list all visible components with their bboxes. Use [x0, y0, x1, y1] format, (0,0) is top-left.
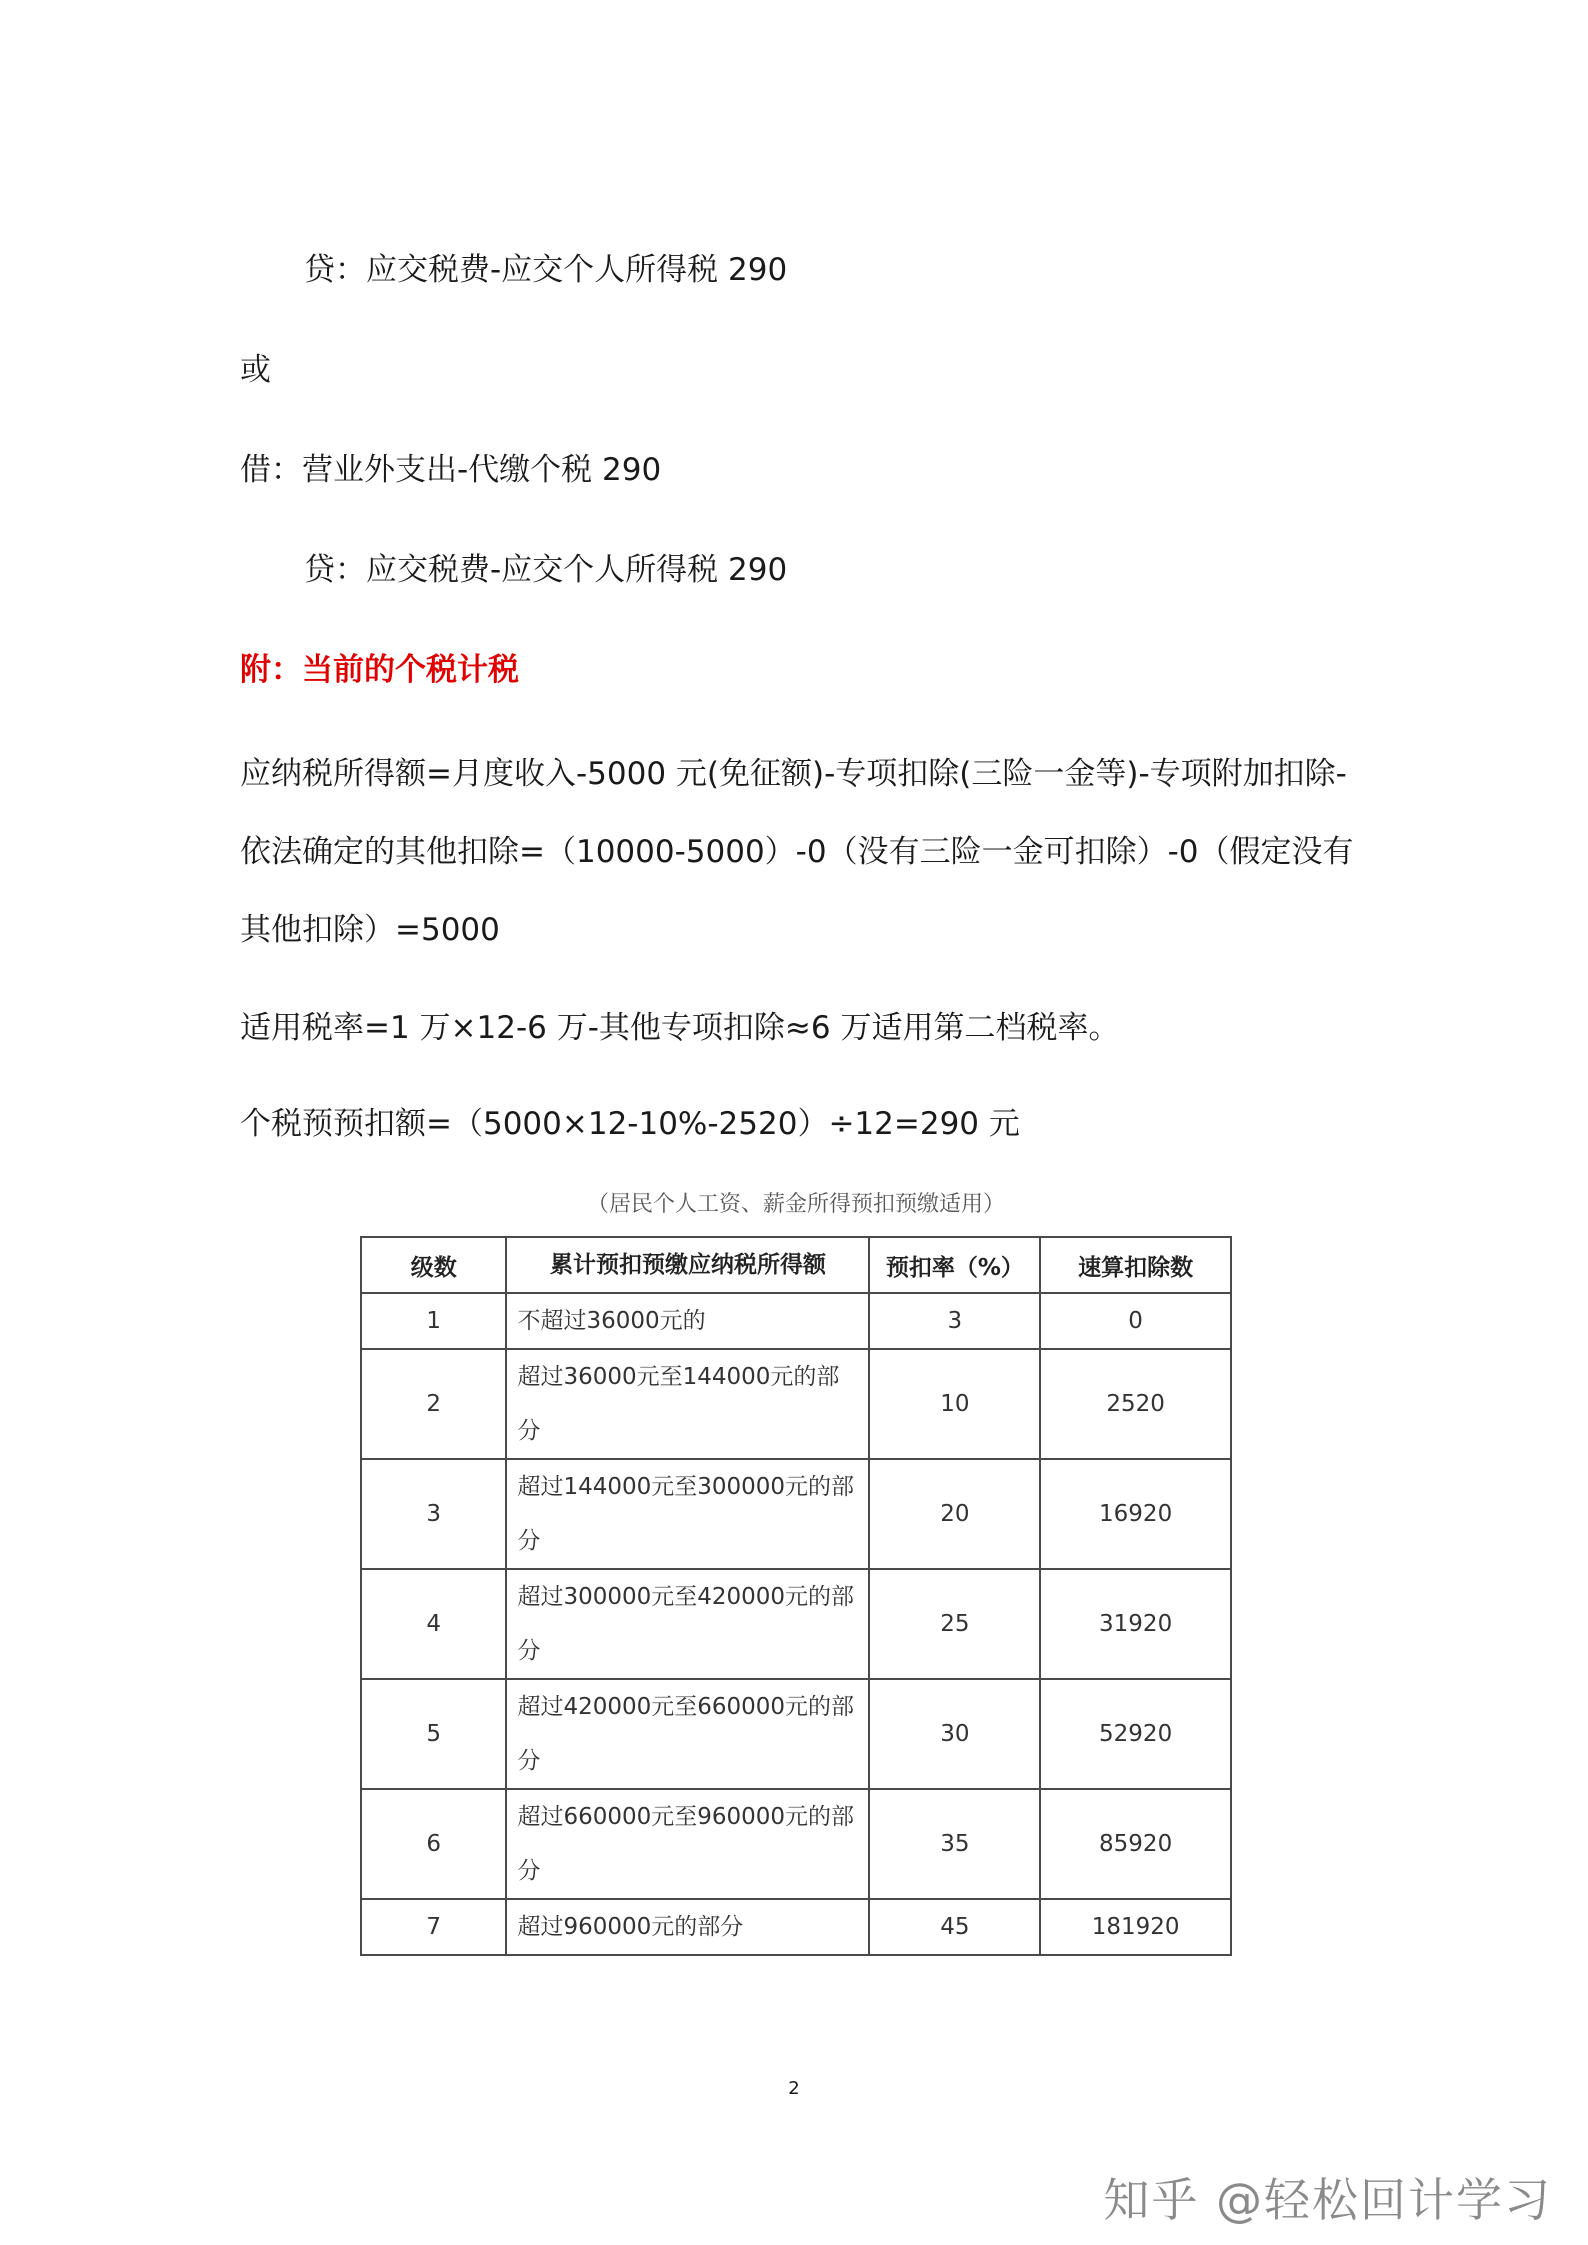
cell-level: 3	[361, 1459, 506, 1569]
header-level: 级数	[361, 1237, 506, 1293]
cell-income-range: 超过144000元至300000元的部分	[506, 1459, 869, 1569]
cell-rate: 30	[869, 1679, 1040, 1789]
cell-level: 6	[361, 1789, 506, 1899]
table-row	[361, 1679, 1231, 1789]
cell-rate: 20	[869, 1459, 1040, 1569]
cell-income-range: 超过300000元至420000元的部分	[506, 1569, 869, 1679]
table-row	[361, 1459, 1231, 1569]
credit-entry-2: 贷：应交税费-应交个人所得税 290	[304, 552, 788, 588]
header-quick-deduction: 速算扣除数	[1040, 1237, 1231, 1293]
cell-income-range: 超过420000元至660000元的部分	[506, 1679, 869, 1789]
taxable-income-formula: 应纳税所得额=月度收入-5000 元(免征额)-专项扣除(三险一金等)-专项附加扣除-依法确定的其他扣除=（10000-5000）-0（没有三险一金可扣除）-0（假定没有其他扣除）=5000	[240, 756, 1354, 948]
cell-quick-deduction: 52920	[1040, 1679, 1231, 1789]
tax-rate-table	[360, 1236, 1232, 1956]
cell-quick-deduction: 0	[1040, 1293, 1231, 1349]
cell-level: 7	[361, 1899, 506, 1955]
cell-income-range: 不超过36000元的	[506, 1293, 869, 1349]
header-income-range: 累计预扣预缴应纳税所得额	[506, 1237, 869, 1293]
or-text: 或	[240, 352, 271, 388]
credit-entry-1: 贷：应交税费-应交个人所得税 290	[304, 252, 788, 288]
table-row	[361, 1349, 1231, 1459]
cell-level: 1	[361, 1293, 506, 1349]
debit-entry-2: 借：营业外支出-代缴个税 290	[240, 452, 662, 488]
cell-rate: 10	[869, 1349, 1040, 1459]
section-heading: 附：当前的个税计税	[240, 652, 519, 688]
cell-rate: 3	[869, 1293, 1040, 1349]
cell-level: 5	[361, 1679, 506, 1789]
cell-quick-deduction: 16920	[1040, 1459, 1231, 1569]
table-row	[361, 1789, 1231, 1899]
header-rate: 预扣率（%）	[869, 1237, 1040, 1293]
watermark: 知乎 @轻松回计学习	[1103, 2173, 1552, 2227]
cell-level: 4	[361, 1569, 506, 1679]
cell-level: 2	[361, 1349, 506, 1459]
cell-rate: 35	[869, 1789, 1040, 1899]
cell-rate: 25	[869, 1569, 1040, 1679]
cell-income-range: 超过660000元至960000元的部分	[506, 1789, 869, 1899]
table-row	[361, 1293, 1231, 1349]
tax-rate-text: 适用税率=1 万×12-6 万-其他专项扣除≈6 万适用第二档税率。	[240, 1010, 1120, 1046]
cell-income-range: 超过960000元的部分	[506, 1899, 869, 1955]
cell-quick-deduction: 181920	[1040, 1899, 1231, 1955]
cell-income-range: 超过36000元至144000元的部分	[506, 1349, 869, 1459]
table-row	[361, 1899, 1231, 1955]
cell-quick-deduction: 31920	[1040, 1569, 1231, 1679]
table-header-row	[361, 1237, 1231, 1293]
table-caption: （居民个人工资、薪金所得预扣预缴适用）	[586, 1192, 1005, 1217]
prepayment-text: 个税预预扣额=（5000×12-10%-2520）÷12=290 元	[240, 1106, 1020, 1142]
table-row	[361, 1569, 1231, 1679]
cell-quick-deduction: 85920	[1040, 1789, 1231, 1899]
page-number: 2	[788, 2078, 800, 2099]
cell-quick-deduction: 2520	[1040, 1349, 1231, 1459]
cell-rate: 45	[869, 1899, 1040, 1955]
